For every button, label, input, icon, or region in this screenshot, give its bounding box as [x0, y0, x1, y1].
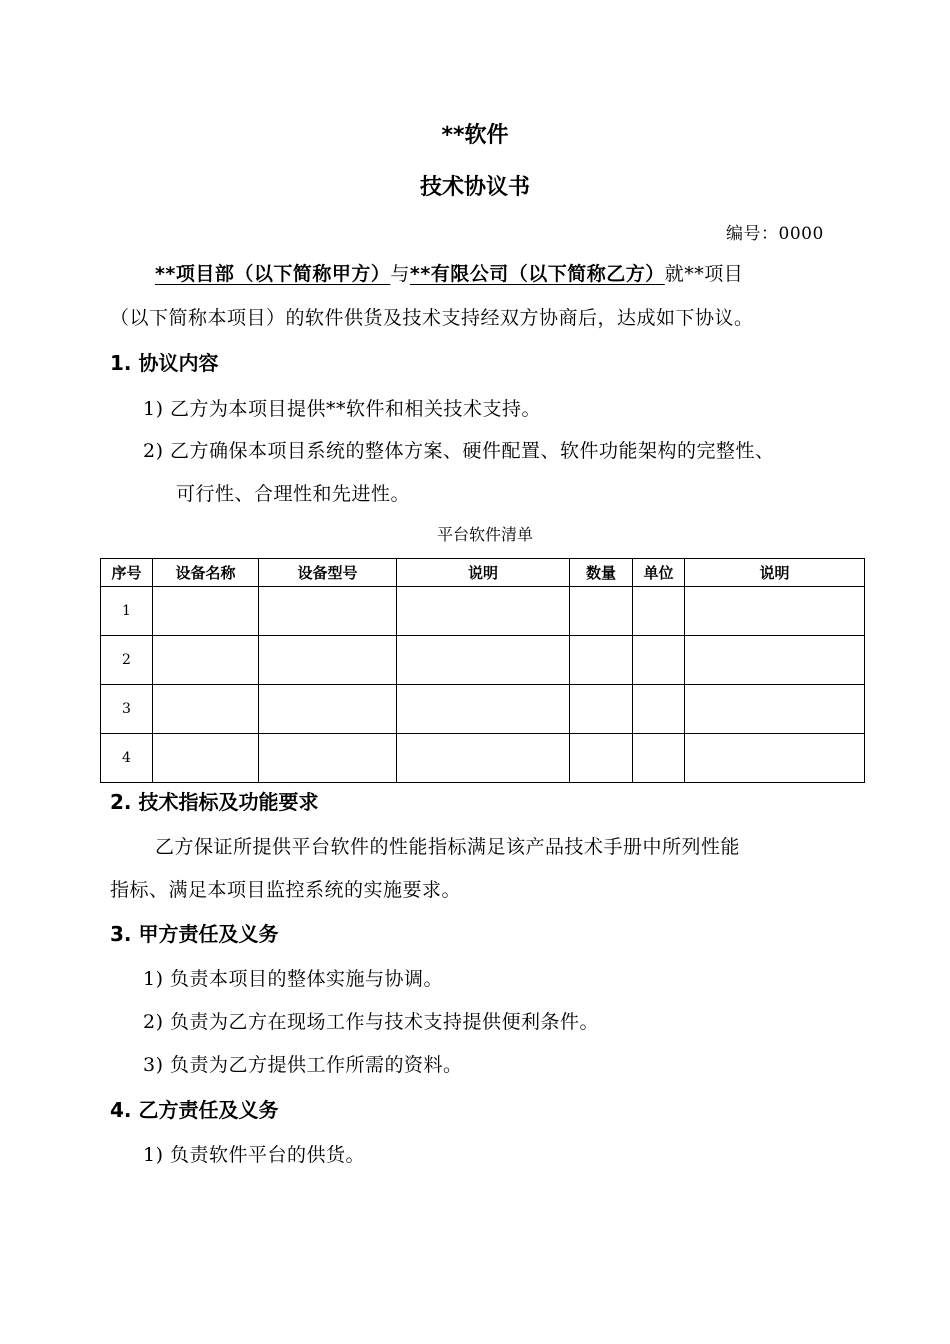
party-b: **有限公司（以下简称乙方）	[409, 263, 665, 285]
section3-item3: 3) 负责为乙方提供工作所需的资料。	[143, 1054, 463, 1076]
section1-item1: 1) 乙方为本项目提供**软件和相关技术支持。	[143, 398, 542, 420]
table-cell	[570, 685, 633, 734]
section1-item2-line2: 可行性、合理性和先进性。	[176, 483, 411, 505]
table-cell	[153, 734, 259, 783]
table-cell	[685, 685, 865, 734]
table-cell	[397, 685, 570, 734]
table-cell	[633, 587, 685, 636]
table-cell	[685, 734, 865, 783]
table-cell-index: 3	[101, 685, 153, 734]
col-header-index: 序号	[101, 559, 153, 587]
table-cell-index: 4	[101, 734, 153, 783]
table-cell	[259, 636, 397, 685]
intro-line2: （以下简称本项目）的软件供货及技术支持经双方协商后，达成如下协议。	[110, 307, 754, 329]
section1-heading: 1. 协议内容	[110, 351, 219, 375]
table-cell-index: 2	[101, 636, 153, 685]
table-header-row	[101, 559, 865, 587]
col-header-remarks: 说明	[685, 559, 865, 587]
section1-item2-line1: 2) 乙方确保本项目系统的整体方案、硬件配置、软件功能架构的完整性、	[143, 440, 775, 462]
table-cell	[633, 734, 685, 783]
table-row	[101, 636, 865, 685]
table-row	[101, 734, 865, 783]
table-cell	[259, 685, 397, 734]
table-cell	[633, 636, 685, 685]
table-cell	[685, 636, 865, 685]
doc-title-line2: 技术协议书	[419, 175, 530, 200]
intro-line1	[155, 259, 743, 286]
table-cell-index: 1	[101, 587, 153, 636]
section2-heading: 2. 技术指标及功能要求	[110, 790, 319, 814]
section4-item1: 1) 负责软件平台的供货。	[143, 1144, 366, 1166]
intro-connector1: 与	[390, 263, 410, 285]
section3-item2: 2) 负责为乙方在现场工作与技术支持提供便利条件。	[143, 1011, 600, 1033]
section3-heading: 3. 甲方责任及义务	[110, 922, 279, 946]
table-cell	[259, 587, 397, 636]
table-row	[101, 685, 865, 734]
table-cell	[153, 685, 259, 734]
col-header-device-model: 设备型号	[259, 559, 397, 587]
section2-para-line2: 指标、满足本项目监控系统的实施要求。	[110, 879, 462, 901]
table-cell	[153, 636, 259, 685]
section4-heading: 4. 乙方责任及义务	[110, 1098, 279, 1122]
table-cell	[259, 734, 397, 783]
table-cell	[153, 587, 259, 636]
intro-connector2: 就**项目	[664, 263, 744, 285]
table-cell	[570, 636, 633, 685]
doc-number: 编号：0000	[726, 224, 824, 244]
doc-title-line1: **软件	[441, 123, 509, 148]
table-caption: 平台软件清单	[436, 525, 533, 544]
party-a: **项目部（以下简称甲方）	[155, 263, 391, 285]
col-header-unit: 单位	[633, 559, 685, 587]
software-list-table	[100, 558, 865, 783]
col-header-device-name: 设备名称	[153, 559, 259, 587]
section2-para-line1: 乙方保证所提供平台软件的性能指标满足该产品技术手册中所列性能	[155, 836, 741, 858]
table-cell	[633, 685, 685, 734]
table-cell	[685, 587, 865, 636]
table-row	[101, 587, 865, 636]
table-cell	[397, 734, 570, 783]
table-cell	[570, 587, 633, 636]
table-cell	[570, 734, 633, 783]
table-cell	[397, 587, 570, 636]
col-header-quantity: 数量	[570, 559, 633, 587]
col-header-description: 说明	[397, 559, 570, 587]
table-cell	[397, 636, 570, 685]
section3-item1: 1) 负责本项目的整体实施与协调。	[143, 968, 444, 990]
